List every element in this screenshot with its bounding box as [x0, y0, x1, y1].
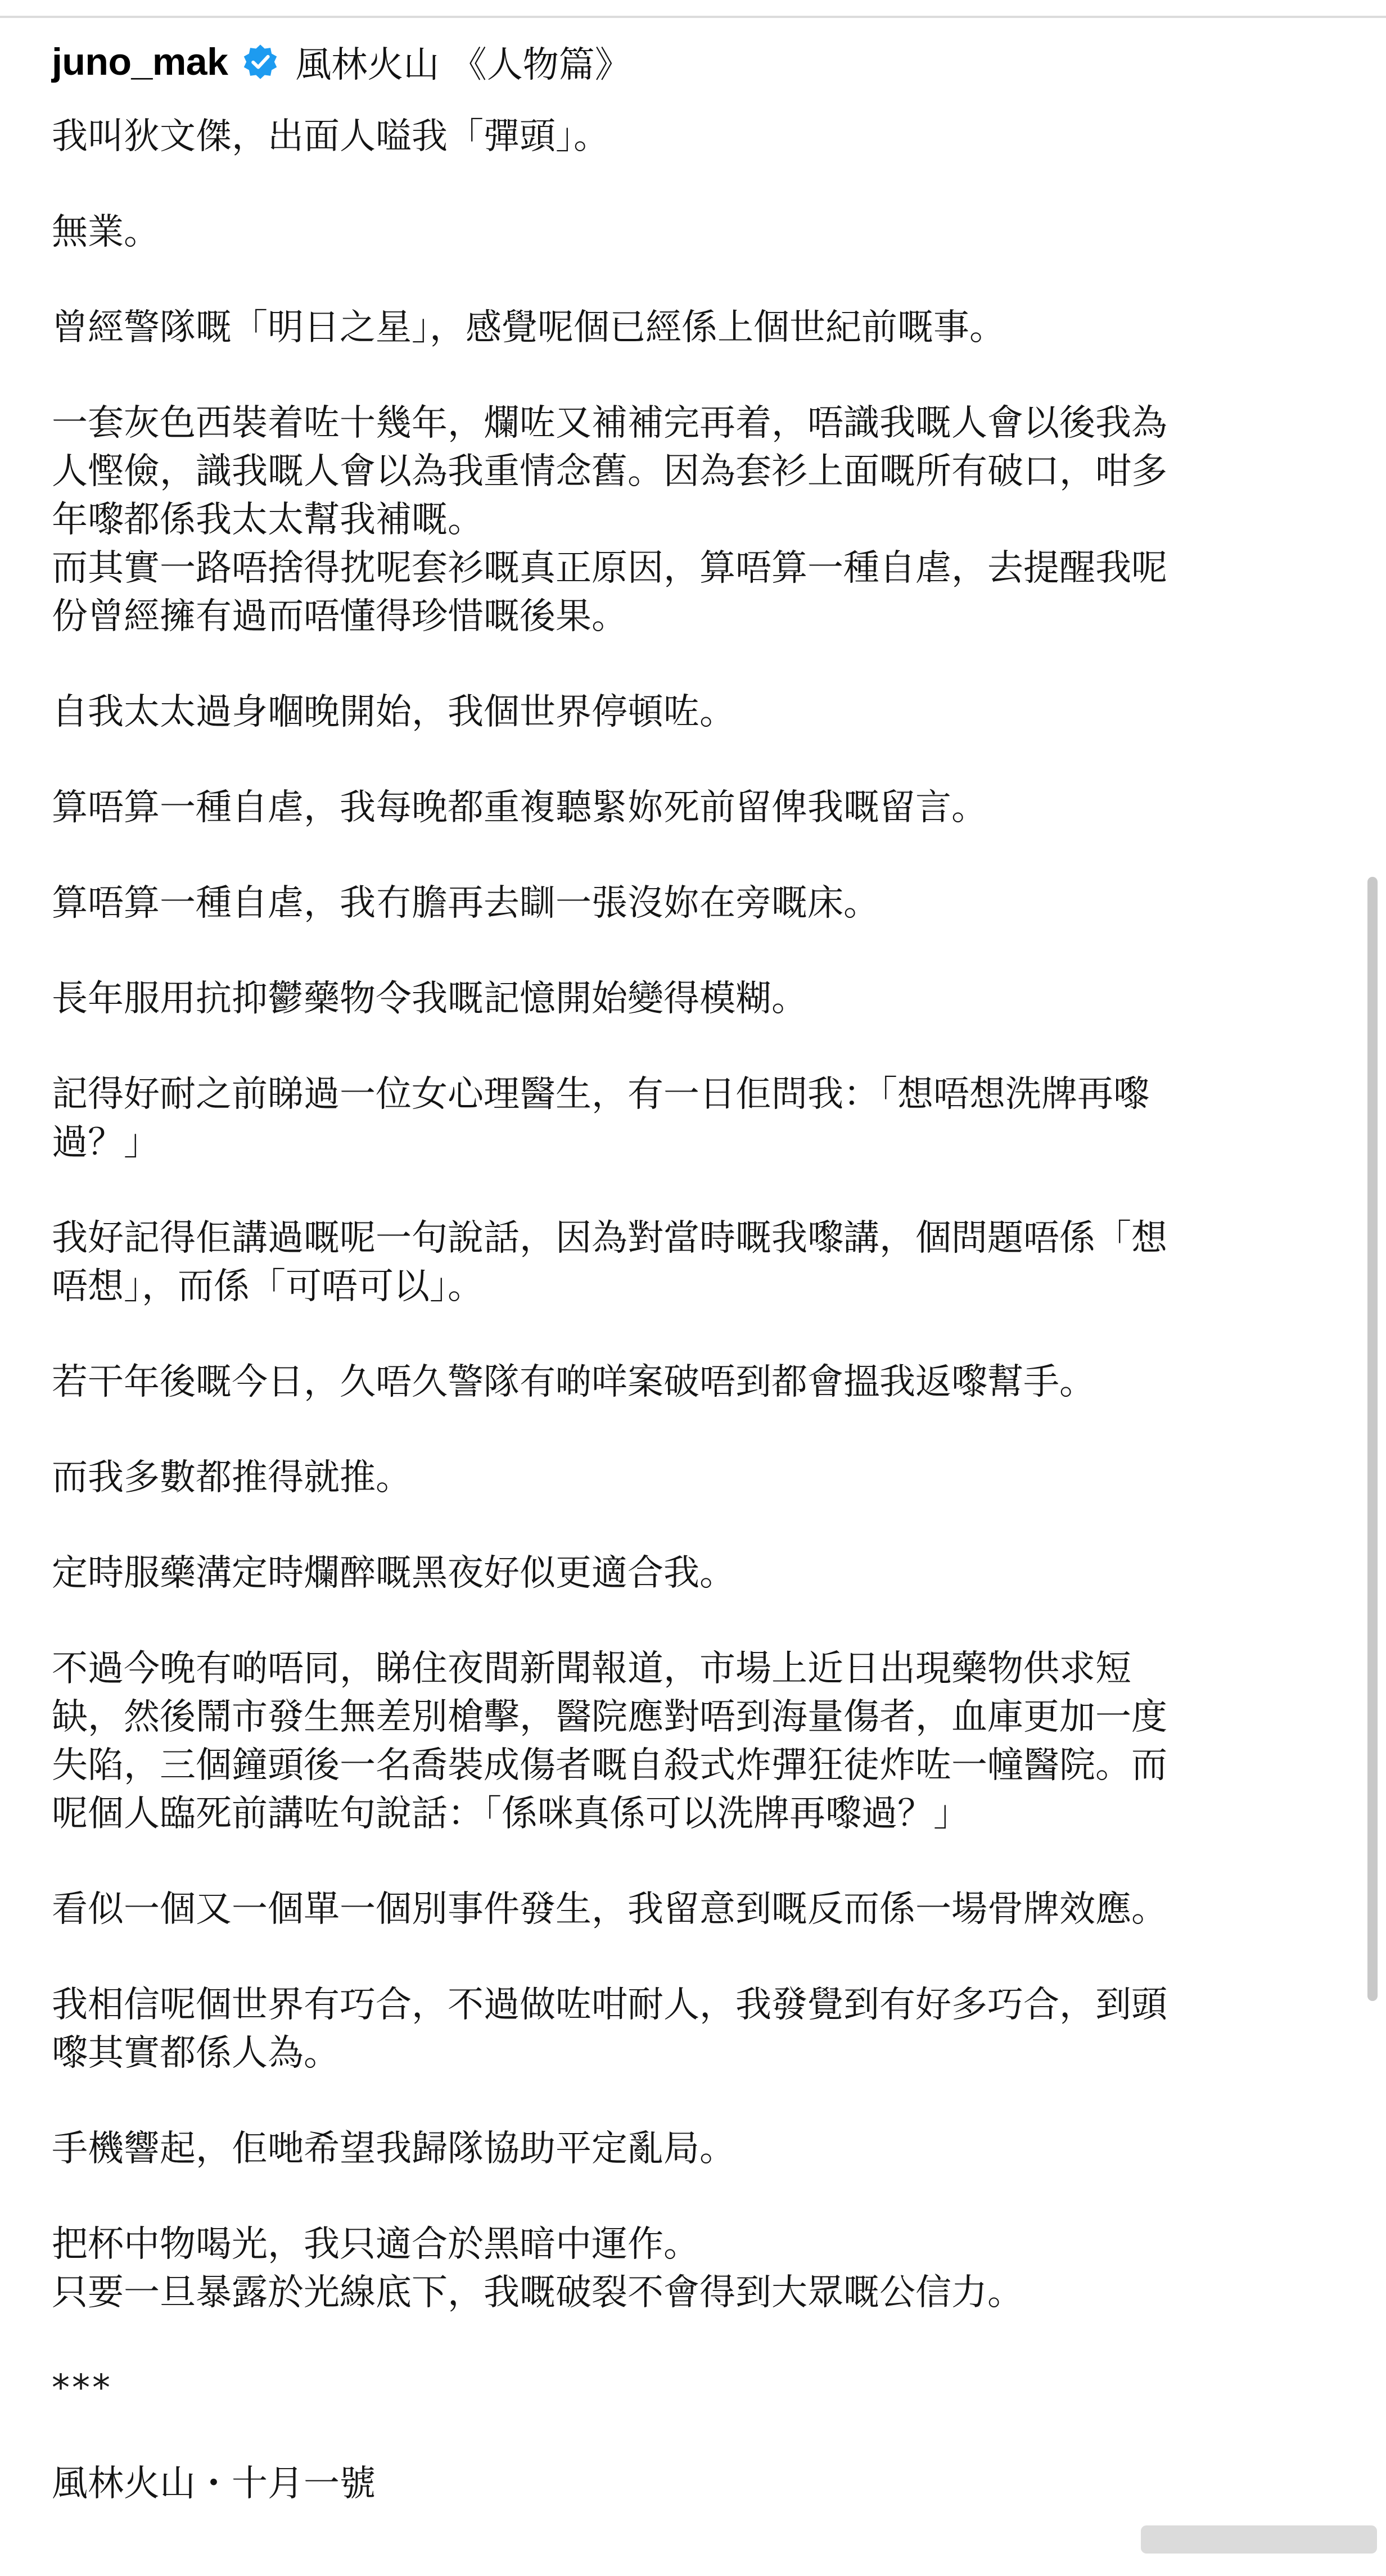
caption-line: 唔想」，而係「可唔可以」。	[52, 1266, 484, 1307]
caption-paragraph	[52, 1885, 1322, 1934]
caption-paragraph	[52, 2125, 1322, 2173]
caption-paragraphs	[52, 112, 1322, 2317]
post-header	[52, 34, 1322, 90]
caption-line: 我相信呢個世界有巧合，不過做咗咁耐人，我發覺到有好多巧合，到頭	[52, 1984, 1167, 2026]
signoff: 風林火山・十月一號	[52, 2463, 376, 2505]
caption-paragraph	[52, 399, 1322, 641]
caption-line: 手機響起，佢哋希望我歸隊協助平定亂局。	[52, 2128, 735, 2170]
caption-paragraph	[52, 1981, 1322, 2077]
username-link[interactable]: juno_mak	[52, 40, 228, 83]
caption	[52, 112, 1322, 2508]
caption-line: 嚟其實都係人為。	[52, 2032, 340, 2074]
caption-line: 無業。	[52, 211, 160, 253]
caption-line: 長年服用抗抑鬱藥物令我嘅記憶開始變得模糊。	[52, 978, 807, 1020]
caption-paragraph	[52, 208, 1322, 256]
caption-line: 而其實一路唔捨得抌呢套衫嘅真正原因，算唔算一種自虐，去提醒我呢	[52, 547, 1167, 589]
caption-line: 看似一個又一個單一個別事件發生，我留意到嘅反而係一場骨牌效應。	[52, 1889, 1167, 1930]
caption-line: 一套灰色西裝着咗十幾年，爛咗又補補完再着，唔識我嘅人會以後我為	[52, 402, 1167, 444]
caption-paragraph	[52, 1358, 1322, 1406]
caption-line: 年嚟都係我太太幫我補嘅。	[52, 499, 484, 541]
caption-line: 人慳儉，識我嘅人會以為我重情念舊。因為套衫上面嘅所有破口，咁多	[52, 451, 1167, 492]
caption-line: 算唔算一種自虐，我冇膽再去瞓一張沒妳在旁嘅床。	[52, 882, 879, 924]
caption-line: 我叫狄文傑，出面人嗌我「彈頭」。	[52, 116, 610, 157]
caption-line: 份曾經擁有過而唔懂得珍惜嘅後果。	[52, 596, 627, 637]
scrollbar-thumb[interactable]	[1367, 877, 1378, 2001]
caption-line: 算唔算一種自虐，我每晚都重複聽緊妳死前留俾我嘅留言。	[52, 787, 987, 829]
caption-line: 過？」	[52, 1122, 160, 1163]
caption-line: 只要一旦暴露於光線底下，我嘅破裂不會得到大眾嘅公信力。	[52, 2272, 1023, 2314]
post-title: 風林火山 《人物篇》	[295, 44, 631, 86]
caption-paragraph	[52, 975, 1322, 1023]
caption-paragraph	[52, 1645, 1322, 1838]
caption-paragraph	[52, 1070, 1322, 1167]
caption-paragraph	[52, 879, 1322, 927]
caption-line: 我好記得佢講過嘅呢一句說話，因為對當時嘅我嚟講，個問題唔係「想	[52, 1217, 1167, 1259]
caption-line: 記得好耐之前睇過一位女心理醫生，有一日佢問我：「想唔想洗牌再嚟	[52, 1074, 1149, 1115]
caption-line: 若干年後嘅今日，久唔久警隊有啲咩案破唔到都會搵我返嚟幫手。	[52, 1361, 1095, 1403]
caption-line: 而我多數都推得就推。	[52, 1457, 412, 1498]
caption-paragraph	[52, 1454, 1322, 1502]
caption-paragraph	[52, 2220, 1322, 2317]
post-container	[52, 34, 1322, 2555]
caption-line: 自我太太過身嗰晚開始，我個世界停頓咗。	[52, 691, 735, 733]
caption-line: 失陷，三個鐘頭後一名喬裝成傷者嘅自殺式炸彈狂徒炸咗一幢醫院。而	[52, 1745, 1167, 1786]
separator: ***	[52, 2367, 112, 2409]
caption-line: 曾經警隊嘅「明日之星」，感覺呢個已經係上個世紀前嘅事。	[52, 307, 1005, 348]
caption-line: 不過今晚有啲唔同，睇住夜間新聞報道，市場上近日出現藥物供求短	[52, 1648, 1131, 1690]
verified-badge-icon	[241, 43, 279, 81]
caption-paragraph	[52, 304, 1322, 352]
caption-paragraph	[52, 1549, 1322, 1597]
caption-line: 定時服藥溝定時爛醉嘅黑夜好似更適合我。	[52, 1552, 735, 1594]
caption-paragraph	[52, 1214, 1322, 1311]
top-divider	[0, 16, 1386, 18]
caption-line: 把杯中物喝光，我只適合於黑暗中運作。	[52, 2224, 699, 2265]
caption-paragraph	[52, 784, 1322, 832]
caption-line: 呢個人臨死前講咗句說話：「係咪真係可以洗牌再嚟過？」	[52, 1793, 969, 1835]
watermark-logo	[1141, 2514, 1377, 2565]
caption-line: 缺，然後鬧市發生無差別槍擊，醫院應對唔到海量傷者，血庫更加一度	[52, 1696, 1167, 1738]
caption-paragraph	[52, 112, 1322, 161]
caption-paragraph	[52, 688, 1322, 736]
